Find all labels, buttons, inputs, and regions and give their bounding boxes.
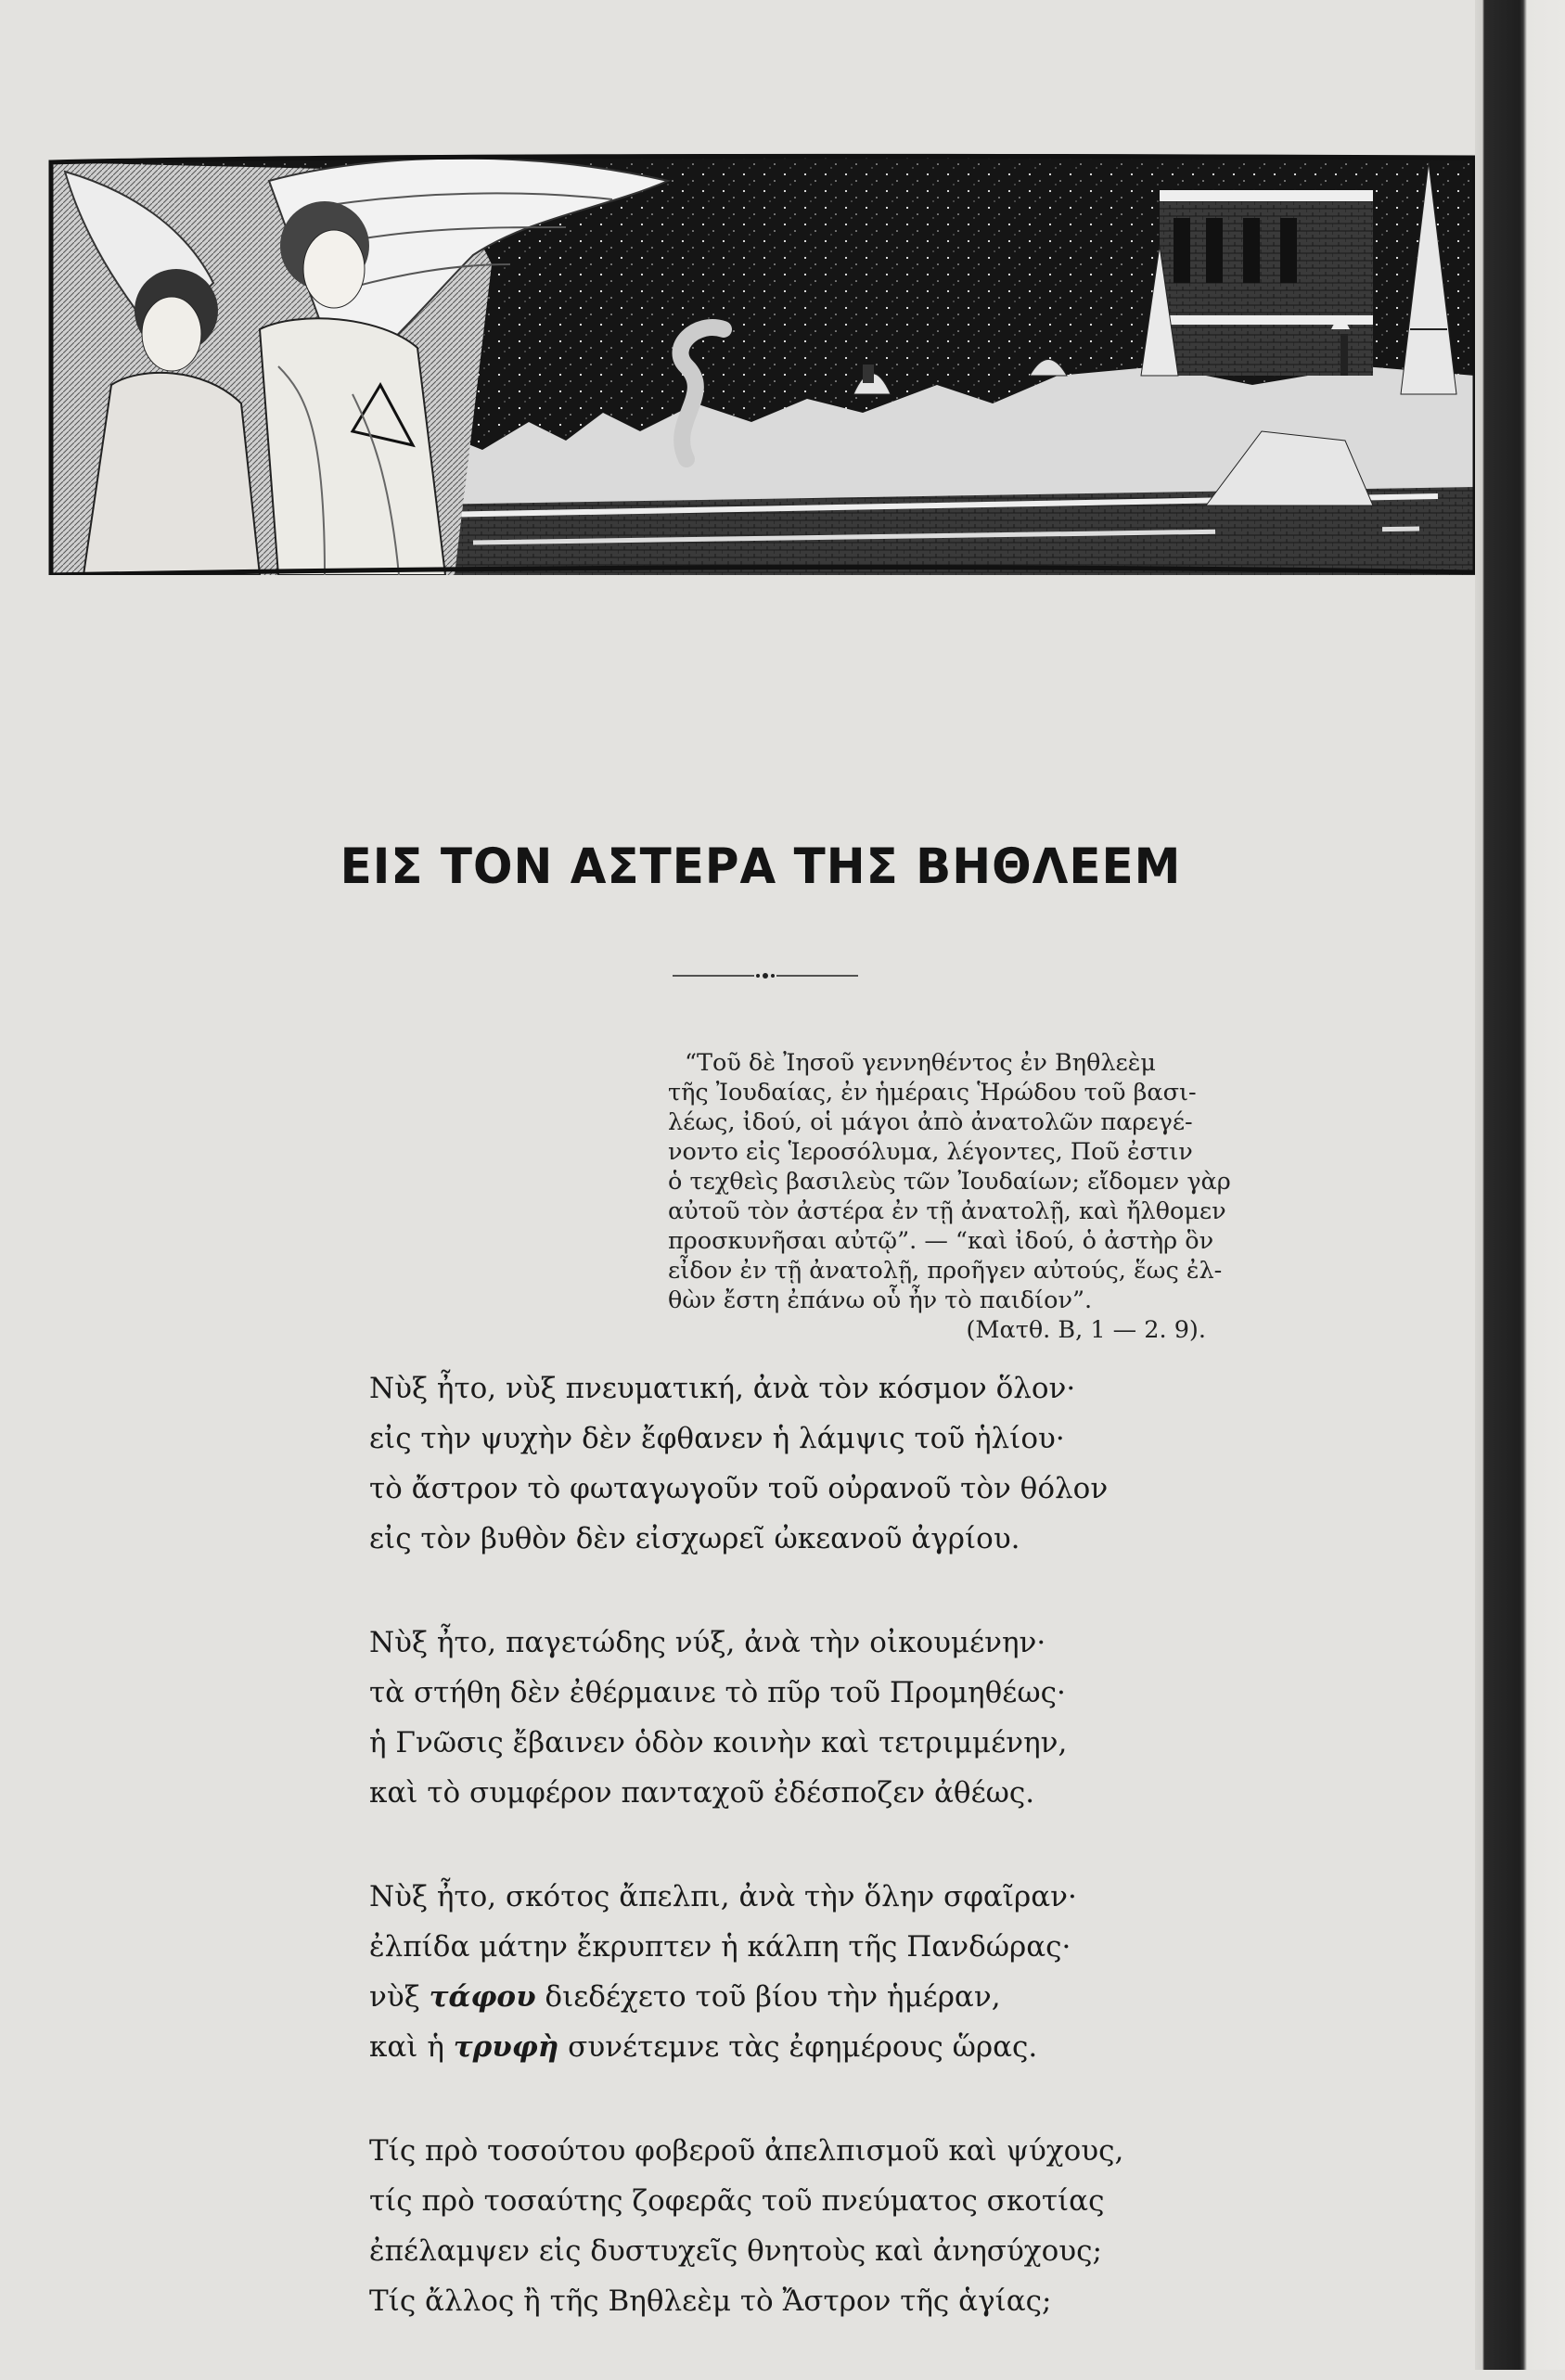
- epigraph-line: νοντο εἰς Ἱεροσόλυμα, λέγοντες, Ποῦ ἐστιν: [668, 1138, 1193, 1166]
- title-ornament-divider: [673, 969, 858, 982]
- verse-line: Τίς πρὸ τοσούτου φοβεροῦ ἀπελπισμοῦ καὶ ψύχους,: [369, 2134, 1124, 2168]
- header-illustration: [46, 153, 1475, 575]
- emphasized-word: τρυφὴ: [453, 2030, 559, 2064]
- epigraph-quote: [668, 1048, 1262, 1345]
- verse-line: εἰς τὸν βυθὸν δὲν εἰσχωρεῖ ὠκεανοῦ ἀγρίου.: [369, 1522, 1020, 1555]
- poem-body: [369, 1363, 1297, 2380]
- verse-line: τίς πρὸ τοσαύτης ζοφερᾶς τοῦ πνεύματος σκοτίας: [369, 2184, 1105, 2218]
- epigraph-line: τῆς Ἰουδαίας, ἐν ἡμέραις Ἡρώδου τοῦ βασι-: [668, 1079, 1197, 1107]
- epigraph-line: αὐτοῦ τὸν ἀστέρα ἐν τῇ ἀνατολῇ, καὶ ἤλθομεν: [668, 1197, 1226, 1225]
- verse-line: Νὺξ ἦτο, νὺξ πνευματική, ἀνὰ τὸν κόσμον ὅλον·: [369, 1372, 1076, 1405]
- stanza: [369, 1872, 1297, 2072]
- verse-line: τὸ ἄστρον τὸ φωταγωγοῦν τοῦ οὐρανοῦ τὸν θόλον: [369, 1472, 1109, 1505]
- verse-line: καὶ ἡ τρυφὴ συνέτεμνε τὰς ἐφημέρους ὥρας.: [369, 2030, 1038, 2064]
- epigraph-line: ὁ τεχθεὶς βασιλεὺς τῶν Ἰουδαίων; εἴδομεν γὰρ: [668, 1168, 1231, 1196]
- verse-line: Νὺξ ἦτο, παγετώδης νύξ, ἀνὰ τὴν οἰκουμένην·: [369, 1626, 1046, 1659]
- epigraph-line: θὼν ἔστη ἐπάνω οὗ ἦν τὸ παιδίον”.: [668, 1286, 1093, 1314]
- verse-line: ἡ Γνῶσις ἔβαινεν ὁδὸν κοινὴν καὶ τετριμμένην,: [369, 1726, 1068, 1759]
- poem-title: ΕΙΣ ΤΟΝ ΑΣΤΕΡΑ ΤΗΣ ΒΗΘΛΕΕΜ: [340, 838, 1182, 895]
- stanza: [369, 1363, 1297, 1564]
- epigraph-line: λέως, ἰδού, οἱ μάγοι ἀπὸ ἀνατολῶν παρεγέ-: [668, 1108, 1193, 1136]
- verse-line: Νὺξ ἦτο, σκότος ἄπελπι, ἀνὰ τὴν ὅλην σφαῖραν·: [369, 1880, 1077, 1913]
- stanza: [369, 1618, 1297, 1818]
- verse-line: ἐπέλαμψεν εἰς δυστυχεῖς θνητοὺς καὶ ἀνησύχους;: [369, 2234, 1102, 2268]
- stanza: [369, 2126, 1297, 2326]
- verse-line: καὶ τὸ συμφέρον πανταχοῦ ἐδέσποζεν ἀθέως.: [369, 1776, 1035, 1810]
- epigraph-line: προσκυνῆσαι αὐτῷ”. — “καὶ ἰδού, ὁ ἀστὴρ ὃν: [668, 1227, 1214, 1255]
- verse-line: νὺξ τάφου διεδέχετο τοῦ βίου τὴν ἡμέραν,: [369, 1980, 1001, 2014]
- verse-line: τὰ στήθη δὲν ἐθέρμαινε τὸ πῦρ τοῦ Προμηθέως·: [369, 1676, 1066, 1709]
- epigraph-line: “Τοῦ δὲ Ἰησοῦ γεννηθέντος ἐν Βηθλεὲμ: [685, 1049, 1157, 1077]
- verse-line: ἐλπίδα μάτην ἔκρυπτεν ἡ κάλπη τῆς Πανδώρας·: [369, 1930, 1071, 1964]
- angels-town-illustration-icon: [46, 153, 1475, 575]
- verse-line: εἰς τὴν ψυχὴν δὲν ἔφθανεν ἡ λάμψις τοῦ ἡλίου·: [369, 1422, 1065, 1455]
- epigraph-citation: (Ματθ. Β, 1 — 2. 9).: [966, 1316, 1206, 1344]
- binding-edge: [1475, 0, 1565, 2370]
- emphasized-word: τάφου: [429, 1980, 536, 2014]
- verse-line: Τίς ἄλλος ἢ τῆς Βηθλεὲμ τὸ Ἄστρον τῆς ἁγίας;: [369, 2284, 1052, 2318]
- epigraph-line: εἶδον ἐν τῇ ἀνατολῇ, προῆγεν αὐτούς, ἕως ἐλ-: [668, 1257, 1223, 1285]
